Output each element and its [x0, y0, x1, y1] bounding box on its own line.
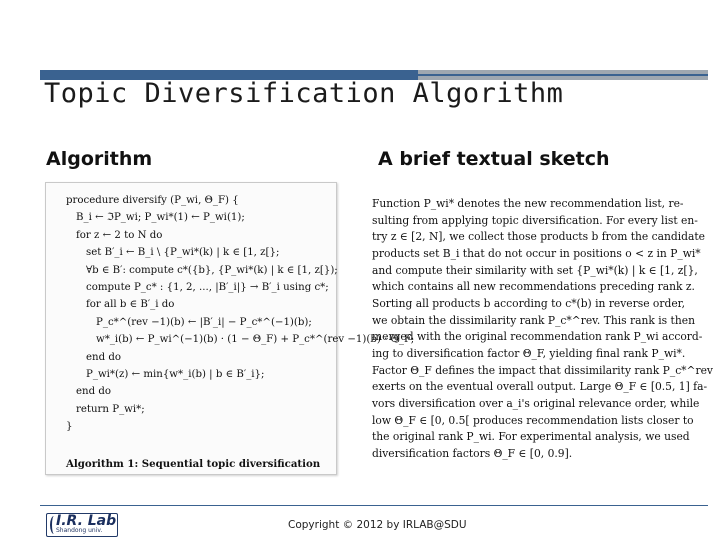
irlab-logo — [46, 513, 118, 537]
algorithm-box — [45, 182, 415, 475]
sketch-line: which contains all new recommendations preceding rank z. — [372, 280, 695, 294]
sketch-line: low Θ_F ∈ [0, 0.5[ produces recommendation lists closer to — [372, 413, 694, 427]
textual-sketch — [372, 196, 713, 463]
left-heading: Algorithm — [46, 148, 153, 170]
algo-line: ∀b ∈ B′: compute c*({b}, {P_wi*(k) | k ∈ [1, z[}); — [86, 264, 338, 276]
algo-line: P_c*^(rev −1)(b) ← |B′_i| − P_c*^(−1)(b); — [96, 316, 312, 328]
sketch-line: ing to diversification factor Θ_F, yielding final rank P_wi*. — [372, 346, 686, 360]
sketch-line: products set B_i that do not occur in positions o < z in P_wi* — [372, 246, 701, 260]
algorithm-caption: Algorithm 1: Sequential topic diversification — [66, 458, 321, 470]
algo-line: w*_i(b) ← P_wi^(−1)(b) · (1 − Θ_F) + P_c*^(rev −1)(b) · Θ_F; — [96, 334, 415, 346]
sketch-line: we obtain the dissimilarity rank P_c*^rev. This rank is then — [372, 313, 695, 327]
algo-line: set B′_i ← B_i \ {P_wi*(k) | k ∈ [1, z[}; — [86, 247, 280, 259]
sketch-line: try z ∈ [2, N], we collect those products b from the candidate — [372, 230, 705, 244]
sketch-line: merged with the original recommendation rank P_wi accord- — [372, 330, 703, 344]
sketch-line: sulting from applying topic diversification. For every list en- — [372, 213, 698, 227]
sketch-line: Function P_wi* denotes the new recommendation list, re- — [372, 197, 684, 210]
sketch-line: Sorting all products b according to c*(b) in reverse order, — [372, 296, 685, 310]
algo-line: end do — [86, 351, 122, 363]
algo-line: for all b ∈ B′_i do — [86, 299, 175, 311]
right-heading: A brief textual sketch — [378, 148, 610, 170]
slide-title: Topic Diversification Algorithm — [44, 78, 564, 109]
logo-subtitle: Shandong univ. — [56, 527, 103, 534]
sketch-line: exerts on the eventual overall output. Large Θ_F ∈ [0.5, 1] fa- — [372, 380, 708, 394]
algo-line: compute P_c* : {1, 2, ..., |B′_i|} → B′_i using c*; — [86, 282, 329, 294]
logo-name: I.R. Lab — [56, 513, 117, 529]
algo-line: procedure diversify (P_wi, Θ_F) { — [66, 195, 239, 206]
algo-line: return P_wi*; — [76, 403, 145, 415]
sketch-line: and compute their similarity with set {P_wi*(k) | k ∈ [1, z[}, — [372, 263, 698, 277]
sketch-line: diversification factors Θ_F ∈ [0, 0.9]. — [372, 446, 573, 460]
title-accent-line — [418, 74, 708, 76]
sketch-line: Factor Θ_F defines the impact that dissimilarity rank P_c*^rev — [372, 363, 713, 377]
algo-line: for z ← 2 to N do — [76, 229, 163, 241]
footer-rule — [40, 505, 708, 506]
sketch-line: vors diversification over a_i's original relevance order, while — [372, 396, 700, 410]
algo-line: end do — [76, 386, 112, 398]
algo-line: P_wi*(z) ← min{w*_i(b) | b ∈ B′_i}; — [86, 369, 265, 381]
algo-line: } — [66, 421, 73, 433]
sketch-line: the original rank P_wi. For experimental analysis, we used — [372, 430, 690, 444]
algo-line: B_i ← ℑP_wi; P_wi*(1) ← P_wi(1); — [76, 212, 245, 224]
copyright-footer: Copyright © 2012 by IRLAB@SDU — [288, 519, 467, 531]
